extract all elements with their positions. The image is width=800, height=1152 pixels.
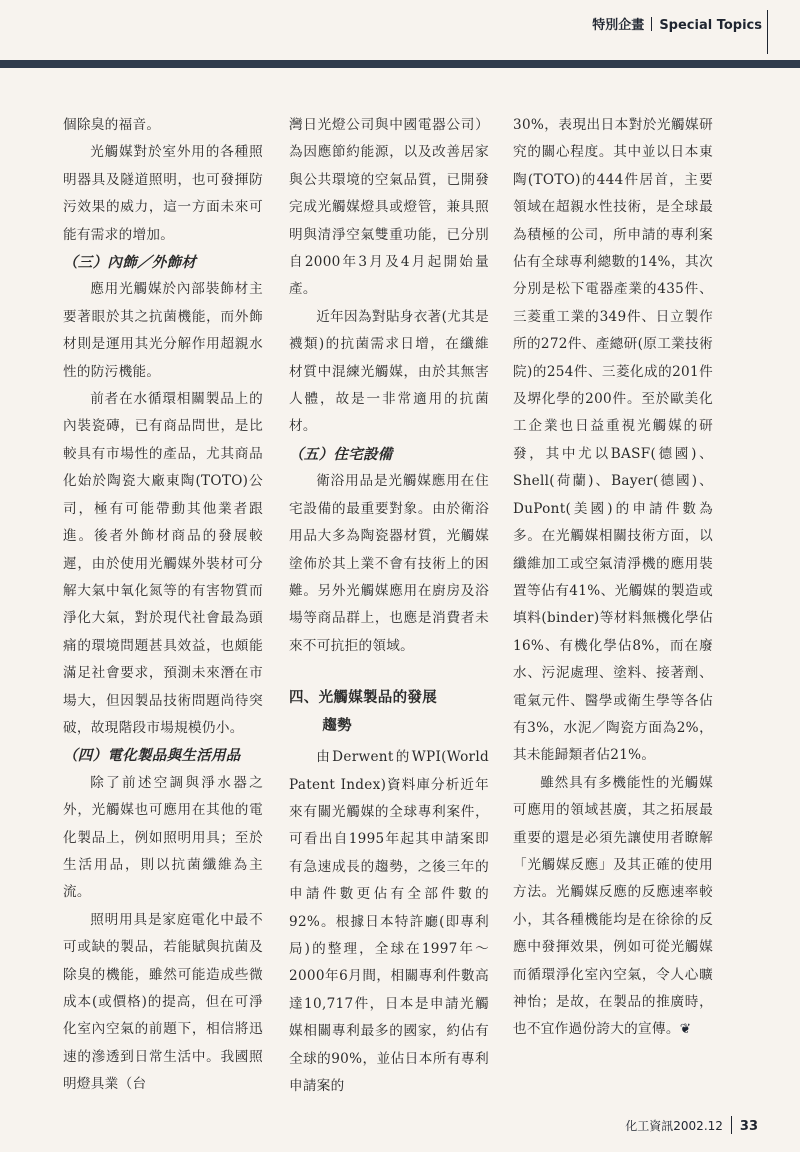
paragraph: 近年因為對貼身衣著(尤其是襪類)的抗菌需求日增，在纖維材質中混練光觸媒，由於其無害人體，故是一非常適用的抗菌材。 [289, 308, 489, 435]
column-1 [63, 112, 263, 1099]
section-heading-trends [289, 684, 489, 740]
footer-divider [731, 1116, 732, 1134]
section-heading-line: 四、光觸媒製品的發展 [289, 690, 437, 707]
paragraph: 照明用具是家庭電化中最不可或缺的製品，若能賦與抗菌及除臭的機能，雖然可能造成些微成本(或價格)的提高，但在可淨化室內空氣的前題下，相信將迅速的滲透到日常生活中。我國照明燈具業（台 [63, 911, 263, 1093]
page-number: 33 [739, 1119, 758, 1134]
paragraph: 灣日光燈公司與中國電器公司）為因應節約能源，以及改善居家與公共環境的空氣品質，已開發完成光觸媒燈具或燈管，兼具照明與清淨空氣雙重功能，已分別自2000年3月及4月起開始量產。 [289, 117, 489, 298]
journal-issue: 化工資訊2002.12 [625, 1119, 723, 1133]
paragraph-text: 雖然具有多機能性的光觸媒可應用的領域甚廣，其之拓展最重要的還是必須先讓使用者瞭解「光觸媒反應」及其正確的使用方法。光觸媒反應的反應速率較小，其各種機能均是在徐徐的反應中發揮效果，例如可從光觸媒而循環淨化室內空氣，令人心曠神怡；是故，在製品的推廣時，也不宜作過份誇大的宣傳。 [513, 774, 713, 1038]
paragraph: 應用光觸媒於內部裝飾材主要著眼於其之抗菌機能，而外飾材則是運用其光分解作用超親水性的防污機能。 [63, 281, 263, 380]
section-heading-line: 趨勢 [322, 718, 352, 735]
paragraph: 前者在水循環相關製品上的內裝瓷磚，已有商品問世，是比較具有市場性的產品，尤其商品化始於陶瓷大廠東陶(TOTO)公司，極有可能帶動其他業者跟進。後者外飾材商品的發展較遲，由於使用光觸媒外裝材可分解大氣中氧化氮等的有害物質而淨化大氣，對於現代社會最為頭痛的環境問題甚具效益，也頗能滿足社會要求，預測未來潛在市場大，但因製品技術問題尚待突破，故現階段市場規模仍小。 [63, 391, 263, 736]
column-3 [513, 112, 713, 1044]
paragraph: 30%，表現出日本對於光觸媒研究的關心程度。其中並以日本東陶(TOTO)的444件居首，主要領域在超親水性技術，是全球最為積極的公司，所申請的專利案佔有全球專利總數的14%，其次分別是松下電器產業的435件、三菱重工業的349件、日立製作所的272件、產總研(原工業技術院)的254件、三菱化成的201件及堺化學的200件。至於歐美化工企業也日益重視光觸媒的研發，其中尤以BASF(德國)、Shell(荷蘭)、Bayer(德國)、DuPont(美國)的申請件數為多。在光觸媒相關技術方面，以纖維加工或空氣清淨機的應用裝置等佔有41%、光觸媒的製造或填料(binder)等材料無機化學佔16%、有機化學佔8%，而在廢水、污泥處理、塗料、接著劑、電氣元件、醫學或衛生學等各佔有3%，水泥／陶瓷方面為2%，其未能歸類者佔21%。 [513, 117, 713, 764]
column-2 [289, 112, 489, 1100]
header-divider [651, 17, 652, 31]
paragraph: 由Derwent的WPI(World Patent Index)資料庫分析近年來有關光觸媒的全球專利案件，可看出自1995年起其申請案即有急速成長的趨勢，之後三年的申請件數更佔有全部件數的92%。根據日本特許廳(即專利局)的整理，全球在1997年～2000年6月間，相關專利件數高達10,717件，日本是申請光觸媒相關專利最多的國家，約佔有全球的90%，並佔日本所有專利申請案的 [289, 749, 489, 1094]
paragraph: 光觸媒對於室外用的各種照明器具及隧道照明，也可發揮防污效果的威力，這一方面未來可能有需求的增加。 [63, 144, 263, 243]
paragraph [513, 770, 713, 1044]
subheading-appliances: （四）電化製品與生活用品 [63, 747, 241, 765]
subheading-housing: （五）住宅設備 [289, 445, 393, 463]
subheading-interior-exterior: （三）內飾／外飾材 [63, 254, 197, 272]
paragraph: 除了前述空調與淨水器之外，光觸媒也可應用在其他的電化製品上，例如照明用具；至於生活用品，則以抗菌纖維為主流。 [63, 774, 263, 901]
header-rule [767, 10, 768, 54]
end-mark-icon: ❦ [679, 1021, 692, 1038]
header-en: Special Topics [659, 18, 762, 33]
paragraph: 衛浴用品是光觸媒應用在住宅設備的最重要對象。由於衛浴用品大多為陶瓷器材質，光觸媒塗佈於其上業不會有技術上的困難。另外光觸媒應用在廚房及浴場等商品群上，也應是消費者未來不可抗拒的領域。 [289, 473, 489, 654]
header-bar [0, 60, 800, 68]
paragraph: 個除臭的福音。 [63, 117, 161, 133]
header-zh: 特別企畫 [592, 18, 645, 33]
section-header [592, 14, 762, 33]
page-footer [625, 1116, 758, 1134]
